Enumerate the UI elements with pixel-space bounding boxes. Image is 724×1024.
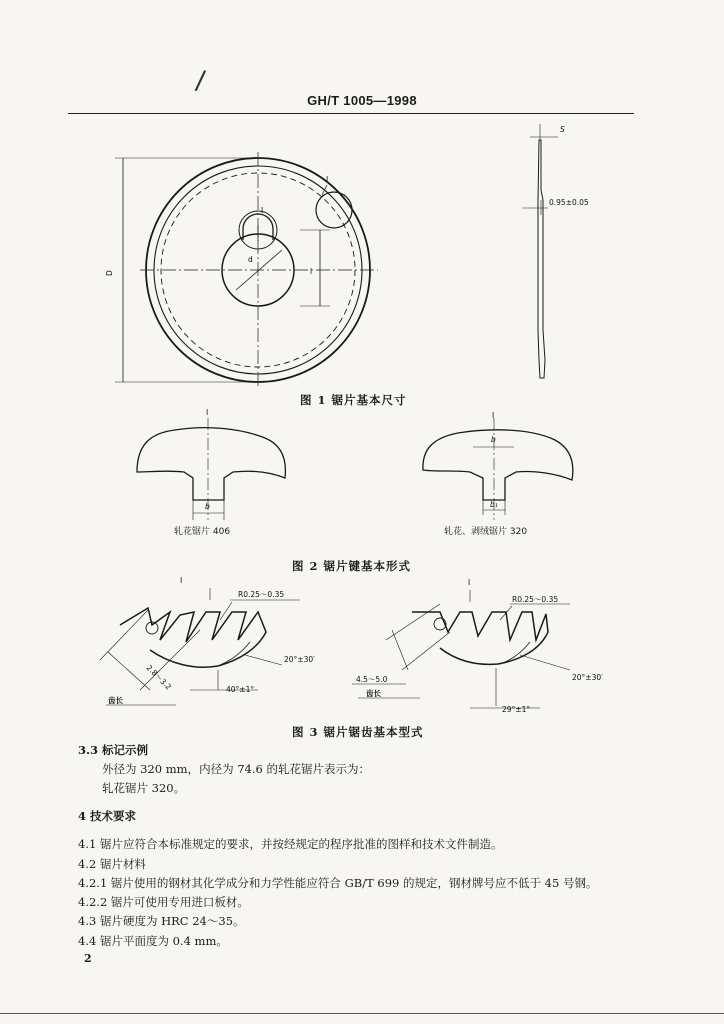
svg-text:4.5～5.0: 4.5～5.0 <box>356 675 388 684</box>
bottom-rule <box>0 1013 724 1014</box>
svg-text:b: b <box>205 502 210 511</box>
handwritten-mark: / <box>193 65 207 97</box>
svg-text:d: d <box>248 255 253 264</box>
svg-text:I: I <box>468 578 471 587</box>
svg-text:I: I <box>492 411 495 420</box>
figure2-left-label: 轧花锯片 406 <box>174 527 231 537</box>
svg-text:29°±1°: 29°±1° <box>502 705 531 714</box>
section-3-3-line1: 外径为 320 mm，内径为 74.6 的轧花锯片表示为： <box>102 762 370 776</box>
key-profile-406 <box>137 428 285 500</box>
figure3-caption: 图 3 锯片锯齿基本型式 <box>292 725 424 739</box>
section-3-3-line2: 轧花锯片 320。 <box>102 781 186 795</box>
figure3-left-text <box>108 576 315 705</box>
svg-text:齿长: 齿长 <box>366 689 381 698</box>
figure3-left-teeth <box>100 588 300 705</box>
svg-text:20°±30′: 20°±30′ <box>572 673 603 682</box>
section-3-3-title: 3.3 标记示例 <box>78 743 149 757</box>
figure1-caption: 图 1 锯片基本尺寸 <box>300 393 407 407</box>
figure3-right-teeth <box>352 590 570 708</box>
svg-text:R0.25～0.35: R0.25～0.35 <box>512 595 559 604</box>
svg-text:齿长: 齿长 <box>108 696 123 705</box>
svg-text:I: I <box>261 206 264 215</box>
svg-text:20°±30′: 20°±30′ <box>284 655 315 664</box>
key-profile-320 <box>423 430 573 500</box>
figure2-dimension-text <box>205 408 498 511</box>
section-4-item: 4.2 锯片材料 <box>78 857 146 871</box>
figure1-drawing <box>115 124 558 388</box>
section-4-item: 4.2.1 锯片使用的钢材其化学成分和力学性能应符合 GB/T 699 的规定，钢材牌号应不低于 45 号钢。 <box>78 876 598 890</box>
svg-text:l: l <box>310 267 313 276</box>
page-number: 2 <box>84 952 92 965</box>
svg-text:S: S <box>560 125 565 134</box>
page-header-standard: GH/T 1005—1998 <box>307 93 417 108</box>
section-4-item: 4.4 锯片平面度为 0.4 mm。 <box>78 934 228 948</box>
figure2-drawing <box>137 418 573 520</box>
figure2-right-label: 轧花、剥绒锯片 320 <box>444 527 528 537</box>
label-D: D <box>105 270 114 276</box>
svg-text:I: I <box>206 408 209 417</box>
svg-text:40°±1°: 40°±1° <box>226 685 255 694</box>
svg-text:I: I <box>180 576 183 585</box>
side-view-blade <box>538 140 545 378</box>
figure2-caption: 图 2 锯片键基本形式 <box>292 559 412 573</box>
svg-text:I: I <box>326 175 329 184</box>
svg-text:2.8～3.2: 2.8～3.2 <box>144 663 174 692</box>
svg-text:R0.25～0.35: R0.25～0.35 <box>238 590 285 599</box>
svg-text:b₁: b₁ <box>490 500 498 509</box>
svg-text:0.95±0.05: 0.95±0.05 <box>549 198 589 207</box>
section-4-item: 4.2.2 锯片可使用专用进口板材。 <box>78 895 249 909</box>
figure3-right-text <box>356 578 603 714</box>
section-4-item: 4.1 锯片应符合本标准规定的要求，并按经规定的程序批准的图样和技术文件制造。 <box>78 837 503 851</box>
svg-text:b: b <box>491 435 496 444</box>
section-4-title: 4 技术要求 <box>78 809 137 823</box>
section-4-item: 4.3 锯片硬度为 HRC 24～35。 <box>78 914 245 928</box>
